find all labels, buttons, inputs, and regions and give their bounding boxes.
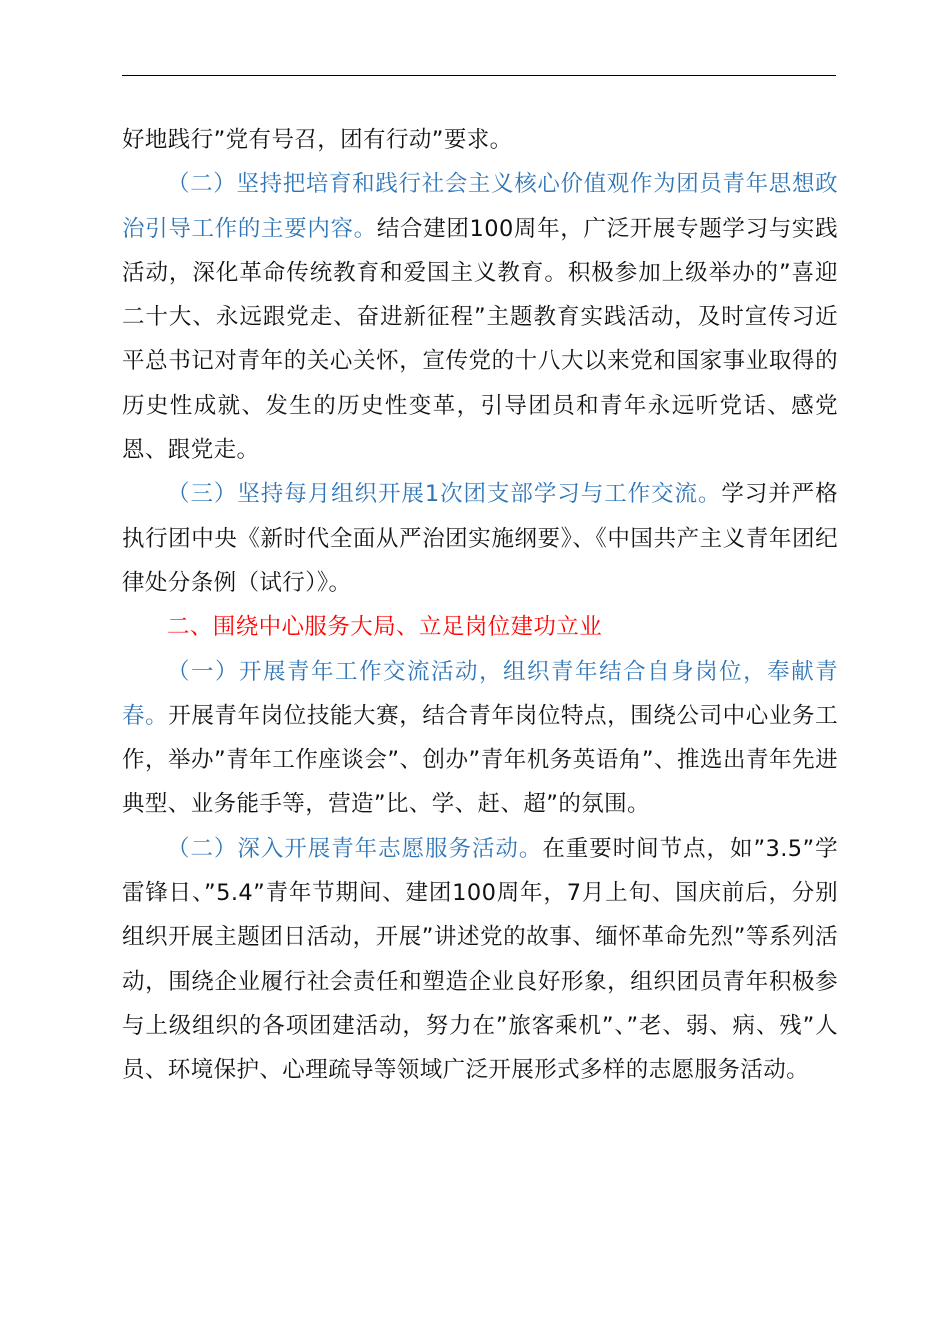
paragraph-text: 开展青年岗位技能大赛，结合青年岗位特点，围绕公司中心业务工作，举办”青年工作座谈会”、创办”青年机务英语角”、推选出青年先进典型、业务能手等，营造”比、学、赶、超”的氛围。	[122, 702, 838, 818]
paragraph-continuation	[122, 118, 838, 162]
paragraph-youth-exchange	[122, 650, 838, 827]
paragraph-heading: （二）坚持把培育和践行社会主义核心价值观作为团员青年思想政治引导工作的主要内容。	[122, 171, 838, 242]
paragraph-heading: （二）深入开展青年志愿服务活动。	[167, 835, 543, 862]
document-body	[122, 118, 838, 1093]
paragraph-text: 学习并严格执行团中央《新时代全面从严治团实施纲要》、《中国共产主义青年团纪律处分条例（试行）》。	[122, 481, 838, 596]
section-heading	[122, 605, 838, 649]
header-rule	[122, 75, 836, 76]
paragraph-heading: （三）坚持每月组织开展1次团支部学习与工作交流。	[167, 481, 722, 508]
paragraph-text: 结合建团100周年，广泛开展专题学习与实践活动，深化革命传统教育和爱国主义教育。积极参加上级举办的”喜迎二十大、永远跟党走、奋进新征程”主题教育实践活动，及时宣传习近平总书记对青年的关心关怀，宣传党的十八大以来党和国家事业取得的历史性成就、发生的历史性变革，引导团员和青年永远听党话、感党恩、跟党走。	[122, 215, 838, 464]
section-heading-text: 二、围绕中心服务大局、立足岗位建功立业	[167, 614, 603, 641]
paragraph-core-values	[122, 162, 838, 472]
paragraph-monthly-study	[122, 472, 838, 605]
paragraph-text: 在重要时间节点，如”3.5”学雷锋日、”5.4”青年节期间、建团100周年，7月上旬、国庆前后，分别组织开展主题团日活动，开展”讲述党的故事、缅怀革命先烈”等系列活动，围绕企业履行社会责任和塑造企业良好形象，组织团员青年积极参与上级组织的各项团建活动，努力在”旅客乘机”、”老、弱、病、残”人员、环境保护、心理疏导等领域广泛开展形式多样的志愿服务活动。	[122, 835, 838, 1084]
paragraph-text: 好地践行”党有号召，团有行动”要求。	[122, 127, 513, 153]
paragraph-volunteer	[122, 827, 838, 1093]
paragraph-heading: （一）开展青年工作交流活动，组织青年结合自身岗位，奉献青春。	[122, 658, 838, 729]
